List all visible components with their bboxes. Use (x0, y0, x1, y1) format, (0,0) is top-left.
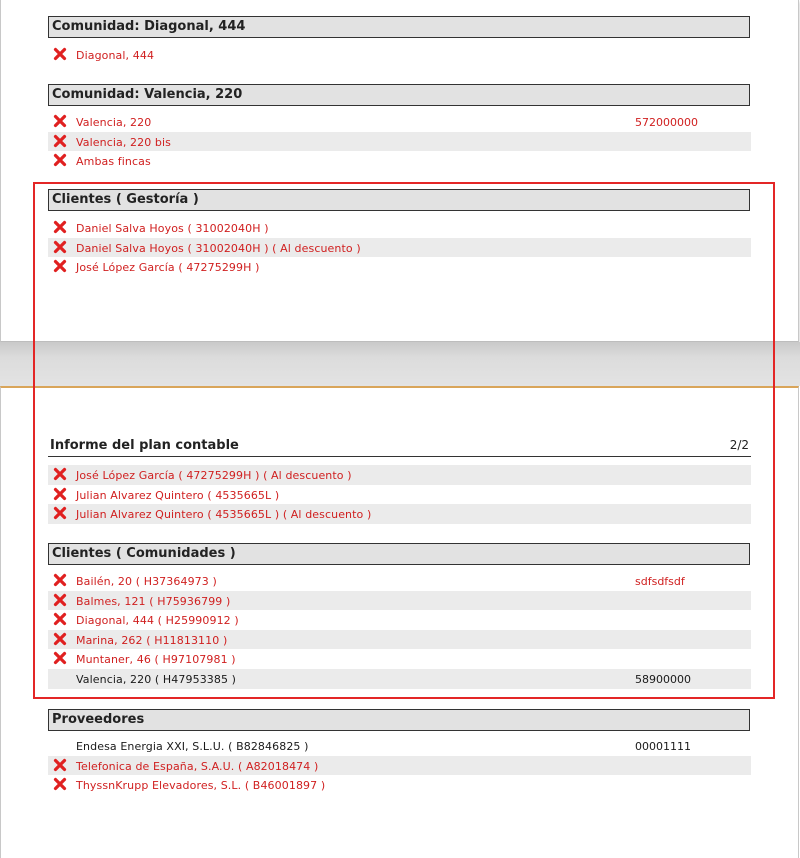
delete-x-icon[interactable] (53, 777, 67, 791)
delete-x-icon[interactable] (53, 758, 67, 772)
delete-x-icon[interactable] (53, 632, 67, 646)
item-link[interactable]: Telefonica de España, S.A.U. ( A82018474 ) (76, 759, 319, 773)
section-header-gestoria: Clientes ( Gestoría ) (48, 189, 750, 211)
item-link[interactable]: Marina, 262 ( H11813110 ) (76, 633, 228, 647)
report-title-bar (48, 436, 751, 457)
page-title: Informe del plan contable (50, 438, 239, 453)
section-header-diagonal: Comunidad: Diagonal, 444 (48, 16, 750, 38)
item-link[interactable]: ThyssnKrupp Elevadores, S.L. ( B46001897 ) (76, 779, 326, 793)
list-item (48, 669, 751, 689)
list-item (48, 630, 751, 650)
item-link[interactable]: Daniel Salva Hoyos ( 31002040H ) (76, 222, 269, 235)
list-item (48, 775, 751, 795)
list-item (48, 238, 751, 258)
section-header-valencia: Comunidad: Valencia, 220 (48, 84, 750, 106)
delete-x-icon[interactable] (53, 573, 67, 587)
item-link[interactable]: Julian Alvarez Quintero ( 4535665L ) (76, 488, 280, 502)
delete-x-icon[interactable] (53, 487, 67, 501)
item-value: 00001111 (635, 740, 691, 753)
list-item (48, 132, 751, 152)
list-item (48, 218, 751, 238)
delete-x-icon[interactable] (53, 506, 67, 520)
list-item (48, 736, 751, 756)
delete-x-icon[interactable] (53, 47, 67, 61)
item-link[interactable]: Daniel Salva Hoyos ( 31002040H ) ( Al descuento ) (76, 241, 361, 255)
item-text: Endesa Energia XXI, S.L.U. ( B82846825 ) (76, 740, 309, 753)
delete-x-icon[interactable] (53, 114, 67, 128)
item-link[interactable]: Valencia, 220 bis (76, 135, 172, 149)
item-link[interactable]: Muntaner, 46 ( H97107981 ) (76, 653, 236, 667)
page-separator (0, 342, 800, 386)
item-link[interactable]: Valencia, 220 (76, 116, 152, 129)
list-item (48, 465, 751, 485)
item-link[interactable]: José López García ( 47275299H ) ( Al descuento ) (76, 469, 352, 482)
item-link[interactable]: Bailén, 20 ( H37364973 ) (76, 575, 217, 588)
section-header-proveedores: Proveedores (48, 709, 750, 731)
list-item (48, 571, 751, 591)
list-item (48, 45, 751, 65)
delete-x-icon[interactable] (53, 651, 67, 665)
item-link[interactable]: Diagonal, 444 (76, 49, 155, 62)
item-value[interactable]: sdfsdfsdf (635, 575, 685, 588)
item-value: 58900000 (635, 673, 691, 686)
list-item (48, 610, 751, 630)
item-link[interactable]: Ambas fincas (76, 155, 151, 169)
list-item (48, 112, 751, 132)
list-item (48, 649, 751, 669)
list-item (48, 151, 751, 171)
delete-x-icon[interactable] (53, 153, 67, 167)
item-link[interactable]: José López García ( 47275299H ) (76, 261, 260, 275)
item-link[interactable]: Diagonal, 444 ( H25990912 ) (76, 614, 239, 628)
item-link[interactable]: Balmes, 121 ( H75936799 ) (76, 594, 231, 608)
delete-x-icon[interactable] (53, 593, 67, 607)
delete-x-icon[interactable] (53, 134, 67, 148)
delete-x-icon[interactable] (53, 240, 67, 254)
section-header-comunidades: Clientes ( Comunidades ) (48, 543, 750, 565)
delete-x-icon[interactable] (53, 612, 67, 626)
item-text: Valencia, 220 ( H47953385 ) (76, 673, 237, 686)
page-number: 2/2 (729, 438, 749, 452)
list-item (48, 756, 751, 776)
list-item (48, 504, 751, 524)
item-value[interactable]: 572000000 (635, 116, 698, 129)
list-item (48, 591, 751, 611)
item-link[interactable]: Julian Alvarez Quintero ( 4535665L ) ( Al descuento ) (76, 508, 372, 522)
list-item (48, 485, 751, 505)
delete-x-icon[interactable] (53, 467, 67, 481)
delete-x-icon[interactable] (53, 259, 67, 273)
delete-x-icon[interactable] (53, 220, 67, 234)
list-item (48, 257, 751, 277)
